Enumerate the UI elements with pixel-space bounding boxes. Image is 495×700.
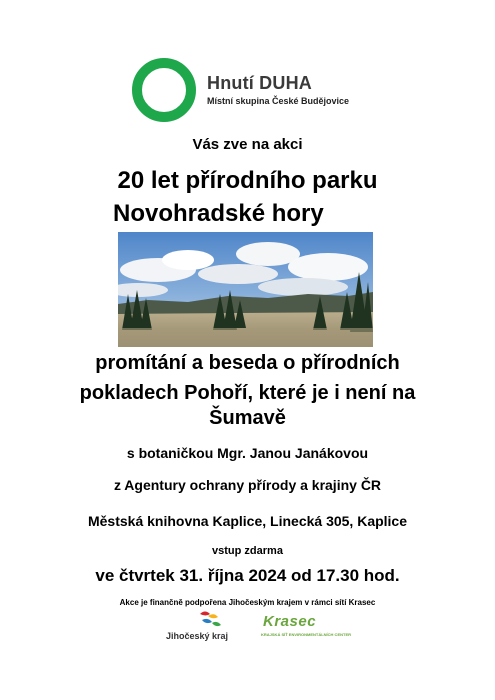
landscape-photo [118,232,373,347]
title-line-2: Novohradské hory [113,200,324,227]
subtitle-line-3: Šumavě [209,407,286,429]
subtitle-line-2: pokladech Pohoří, které je i není na [79,382,416,404]
krasec-logo-text: Krasec [263,613,317,630]
funding-line: Akce je finančně podpořena Jihočeským krajem v rámci sítí Krasec [119,598,376,607]
org-subtitle: Místní skupina České Budějovice [207,96,350,106]
entry-line: vstup zdarma [212,545,283,557]
venue-line: Městská knihovna Kaplice, Linecká 305, Kaplice [87,513,408,529]
hnuti-duha-logo [131,57,197,123]
date-line: ve čtvrtek 31. října 2024 od 17.30 hod. [95,566,400,585]
krasec-logo-subtitle: KRAJSKÁ SÍŤ ENVIRONMENTÁLNÍCH CENTER [261,632,352,637]
invite-line: Vás zve na akci [192,136,303,153]
subtitle-line-1: promítání a beseda o přírodních [95,352,400,374]
speaker-line: s botaničkou Mgr. Janou Janákovou [126,445,369,461]
org-name: Hnutí DUHA [207,73,312,93]
agency-line: z Agentury ochrany přírody a krajiny ČR [113,477,382,493]
jihocesky-kraj-label: Jihočeský kraj [166,631,229,641]
title-line-1: 20 let přírodního parku [117,167,378,194]
